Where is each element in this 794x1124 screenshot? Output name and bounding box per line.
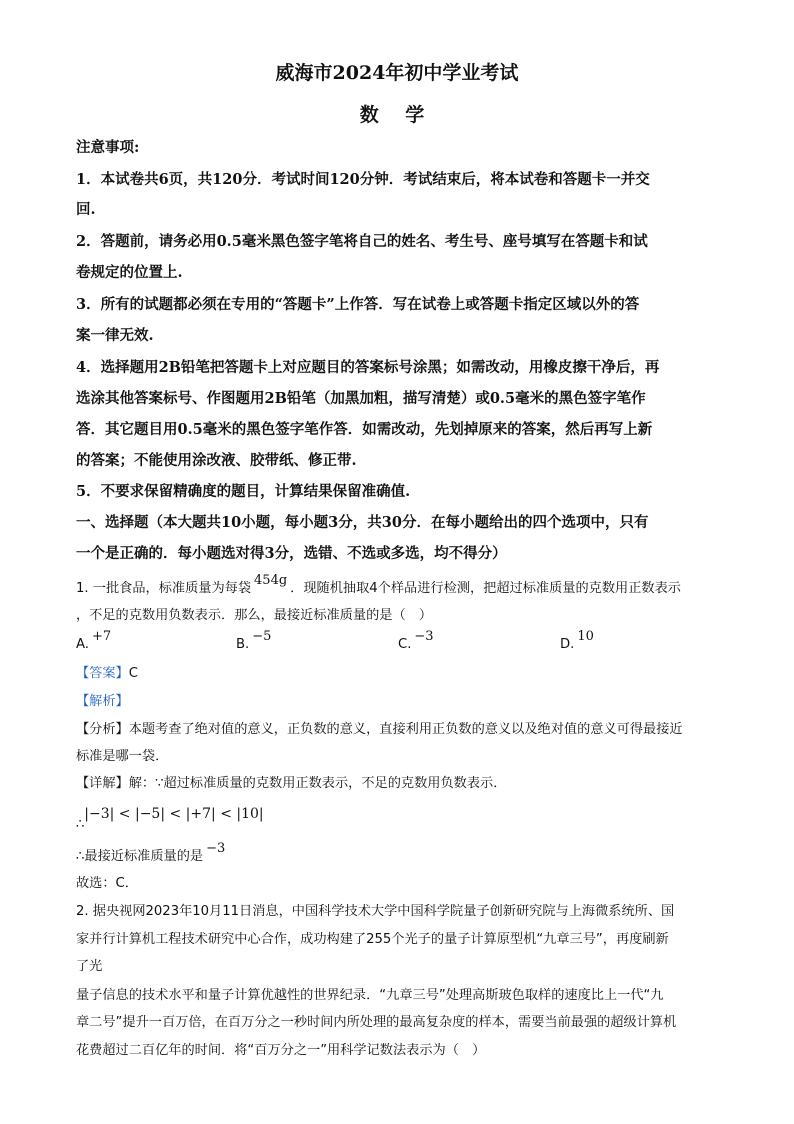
notes-heading: 注意事项: [76, 139, 140, 156]
note-line: 5．不要求保留精确度的题目，计算结果保留准确值. [76, 483, 411, 500]
analysis-line [76, 693, 721, 711]
inequality-line: ∴|−3| < |−5| < |+7| < |10| [76, 806, 264, 831]
option-a: A.+7 [76, 629, 112, 652]
abs-inequality: |−3| < |−5| < |+7| < |10| [84, 806, 264, 822]
subject-title: 数 学 [359, 104, 435, 126]
detail-line: 【详解】解：∵超过标准质量的克数用正数表示，不足的克数用负数表示． [76, 776, 507, 791]
section-heading: 一、选择题（本大题共10小题，每小题3分，共30分．在每小题给出的四个选项中，只有 [76, 514, 649, 531]
answer-line [76, 665, 721, 683]
option-c: C.−3 [398, 629, 434, 652]
choice-line: 故选：C． [76, 876, 138, 891]
detail-tag: 【详解】 [76, 776, 129, 791]
question-2-line: 量子信息的技术水平和量子计算优越性的世界纪录．“九章三号”处理高斯玻色取样的速度比上一代“九 [76, 988, 664, 1003]
analysis-tag: 【解析】 [76, 694, 129, 709]
fenxi-line-cont: 标准是哪一袋． [76, 749, 169, 764]
conclusion-line: ∴最接近标准质量的是−3 [76, 841, 226, 864]
answer-value: C [128, 666, 138, 681]
note-line: 2．答题前，请务必用0.5毫米黑色签字笔将自己的姓名、考生号、座号填写在答题卡和试 [76, 233, 648, 250]
option-b: B.−5 [236, 629, 272, 652]
standard-mass: 454g [254, 573, 288, 588]
question-2-line: 2. 据央视网2023年10月11日消息，中国科学技术大学中国科学院量子创新研究院与上海微系统所、国 [76, 904, 675, 919]
note-line: 1．本试卷共6页，共120分．考试时间120分钟．考试结束后，将本试卷和答题卡一并交 [76, 171, 650, 188]
question-2-line: 章二号”提升一百万倍，在百万分之一秒时间内所处理的最高复杂度的样本，需要当前最强的超级计算机 [76, 1015, 677, 1030]
question-2-line: 了光 [76, 959, 103, 974]
note-line: 回. [76, 201, 96, 218]
section-heading-cont: 一个是正确的．每小题选对得3分，选错、不选或多选，均不得分） [76, 545, 507, 562]
exam-title: 威海市2024年初中学业考试 [275, 62, 519, 84]
note-line: 选涂其他答案标号、作图题用2B铅笔（加黑加粗，描写清楚）或0.5毫米的黑色签字笔作 [76, 390, 646, 407]
note-line: 的答案；不能使用涂改液、胶带纸、修正带. [76, 452, 357, 469]
note-line: 案一律无效. [76, 327, 154, 344]
option-d: D.10 [560, 629, 594, 652]
fenxi-tag: 【分析】 [76, 722, 129, 737]
note-line: 3．所有的试题都必须在专用的“答题卡”上作答．写在试卷上或答题卡指定区域以外的答 [76, 296, 640, 313]
answer-tag: 【答案】 [76, 666, 129, 681]
note-line: 答．其它题目用0.5毫米的黑色签字笔作答．如需改动，先划掉原来的答案，然后再写上新 [76, 421, 653, 438]
question-2-line: 花费超过二百亿年的时间．将“百万分之一”用科学记数法表示为（ ） [76, 1043, 486, 1058]
question-1-stem-cont: ，不足的克数用负数表示．那么，最接近标准质量的是（ ） [76, 608, 433, 623]
question-1-stem: 1. 一批食品，标准质量为每袋454g．现随机抽取4个样品进行检测，把超过标准质量的克数用正数表示 [76, 573, 681, 596]
fenxi-line: 【分析】本题考查了绝对值的意义，正负数的意义，直接利用正负数的意义以及绝对值的意义可得最接近 [76, 722, 683, 737]
question-2-line: 家并行计算机工程技术研究中心合作，成功构建了255个光子的量子计算原型机“九章三号”，再度刷新 [76, 932, 669, 947]
note-line: 卷规定的位置上. [76, 264, 183, 281]
note-line: 4．选择题用2B铅笔把答题卡上对应题目的答案标号涂黑；如需改动，用橡皮擦干净后，再 [76, 359, 660, 376]
